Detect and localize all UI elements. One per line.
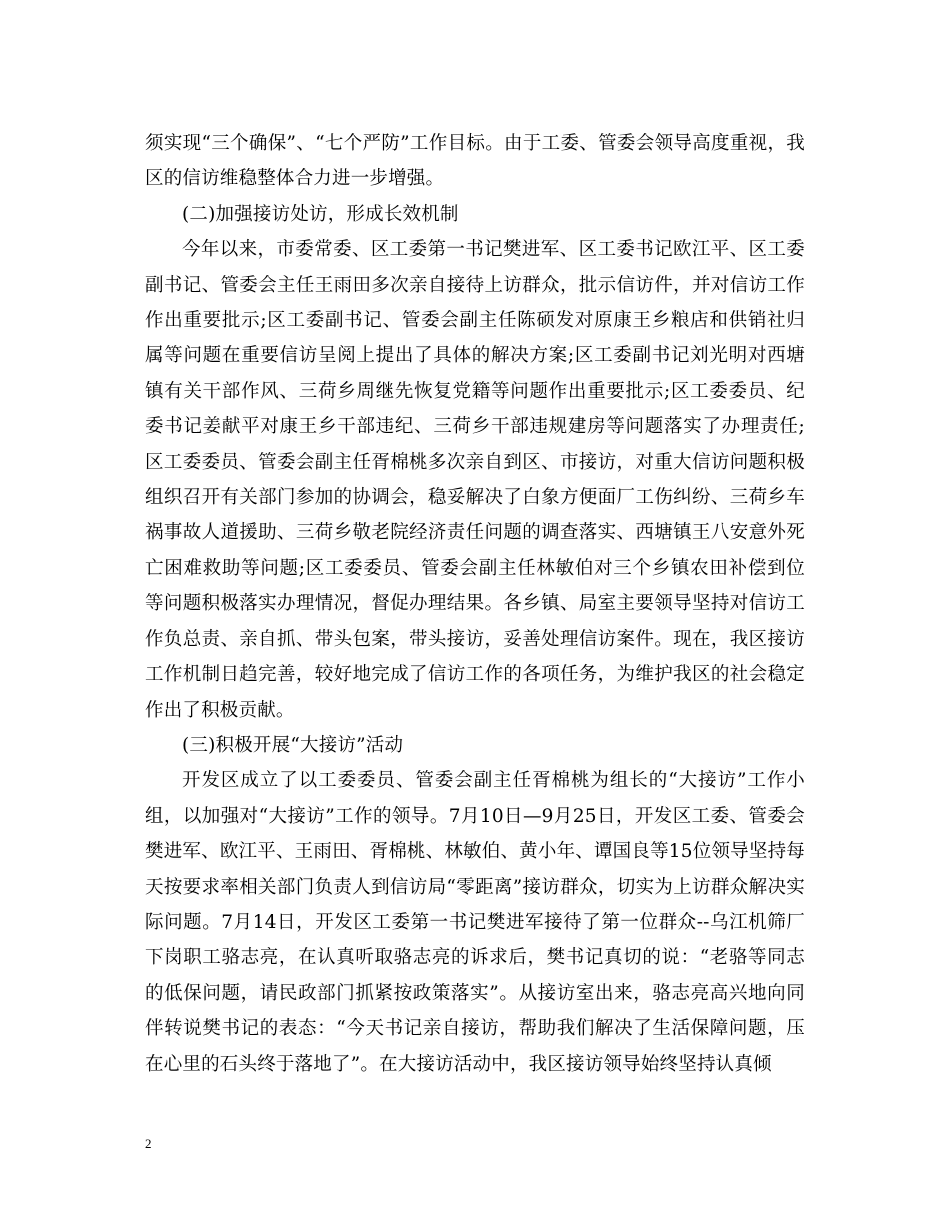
paragraph-continuation: 须实现“三个确保”、“七个严防”工作目标。由于工委、管委会领导高度重视，我区的信访维稳整体合力进一步增强。 bbox=[145, 133, 805, 190]
page-number: 2 bbox=[145, 1136, 152, 1151]
page-body bbox=[145, 126, 805, 1082]
paragraph-section-3-body: 开发区成立了以工委委员、管委会副主任胥棉桃为组长的“大接访”工作小组，以加强对“大接访”工作的领导。7月10日—9月25日，开发区工委、管委会樊进军、欧江平、王雨田、胥棉桃、林敏伯、黄小年、谭国良等15位领导坚持每天按要求率相关部门负责人到信访局“零距离”接访群众，切实为上访群众解决实际问题。7月14日，开发区工委第一书记樊进军接待了第一位群众--乌江机筛厂下岗职工骆志亮，在认真听取骆志亮的诉求后，樊书记真切的说：“老骆等同志的低保问题，请民政部门抓紧按政策落实”。从接访室出来，骆志亮高兴地向同伴转说樊书记的表态：“今天书记亲自接访，帮助我们解决了生活保障问题，压在心里的石头终于落地了”。在大接访活动中，我区接访领导始终坚持认真倾 bbox=[145, 770, 805, 1075]
paragraph-section-2-body: 今年以来，市委常委、区工委第一书记樊进军、区工委书记欧江平、区工委副书记、管委会主任王雨田多次亲自接待上访群众，批示信访件，并对信访工作作出重要批示;区工委副书记、管委会副主任陈硕发对原康王乡粮店和供销社归属等问题在重要信访呈阅上提出了具体的解决方案;区工委副书记刘光明对西塘镇有关干部作风、三荷乡周继先恢复党籍等问题作出重要批示;区工委委员、纪委书记姜献平对康王乡干部违纪、三荷乡干部违规建房等问题落实了办理责任;区工委委员、管委会副主任胥棉桃多次亲自到区、市接访，对重大信访问题积极组织召开有关部门参加的协调会，稳妥解决了白象方便面厂工伤纠纷、三荷乡车祸事故人道援助、三荷乡敬老院经济责任问题的调查落实、西塘镇王八安意外死亡困难救助等问题;区工委委员、管委会副主任林敏伯对三个乡镇农田补偿到位等问题积极落实办理情况，督促办理结果。各乡镇、局室主要领导坚持对信访工作负总责、亲自抓、带头包案，带头接访，妥善处理信访案件。现在，我区接访工作机制日趋完善，较好地完成了信访工作的各项任务，为维护我区的社会稳定作出了积极贡献。 bbox=[145, 239, 805, 721]
section-heading-3: (三)积极开展“大接访”活动 bbox=[182, 734, 404, 756]
section-heading-2: (二)加强接访处访，形成长效机制 bbox=[182, 203, 459, 225]
